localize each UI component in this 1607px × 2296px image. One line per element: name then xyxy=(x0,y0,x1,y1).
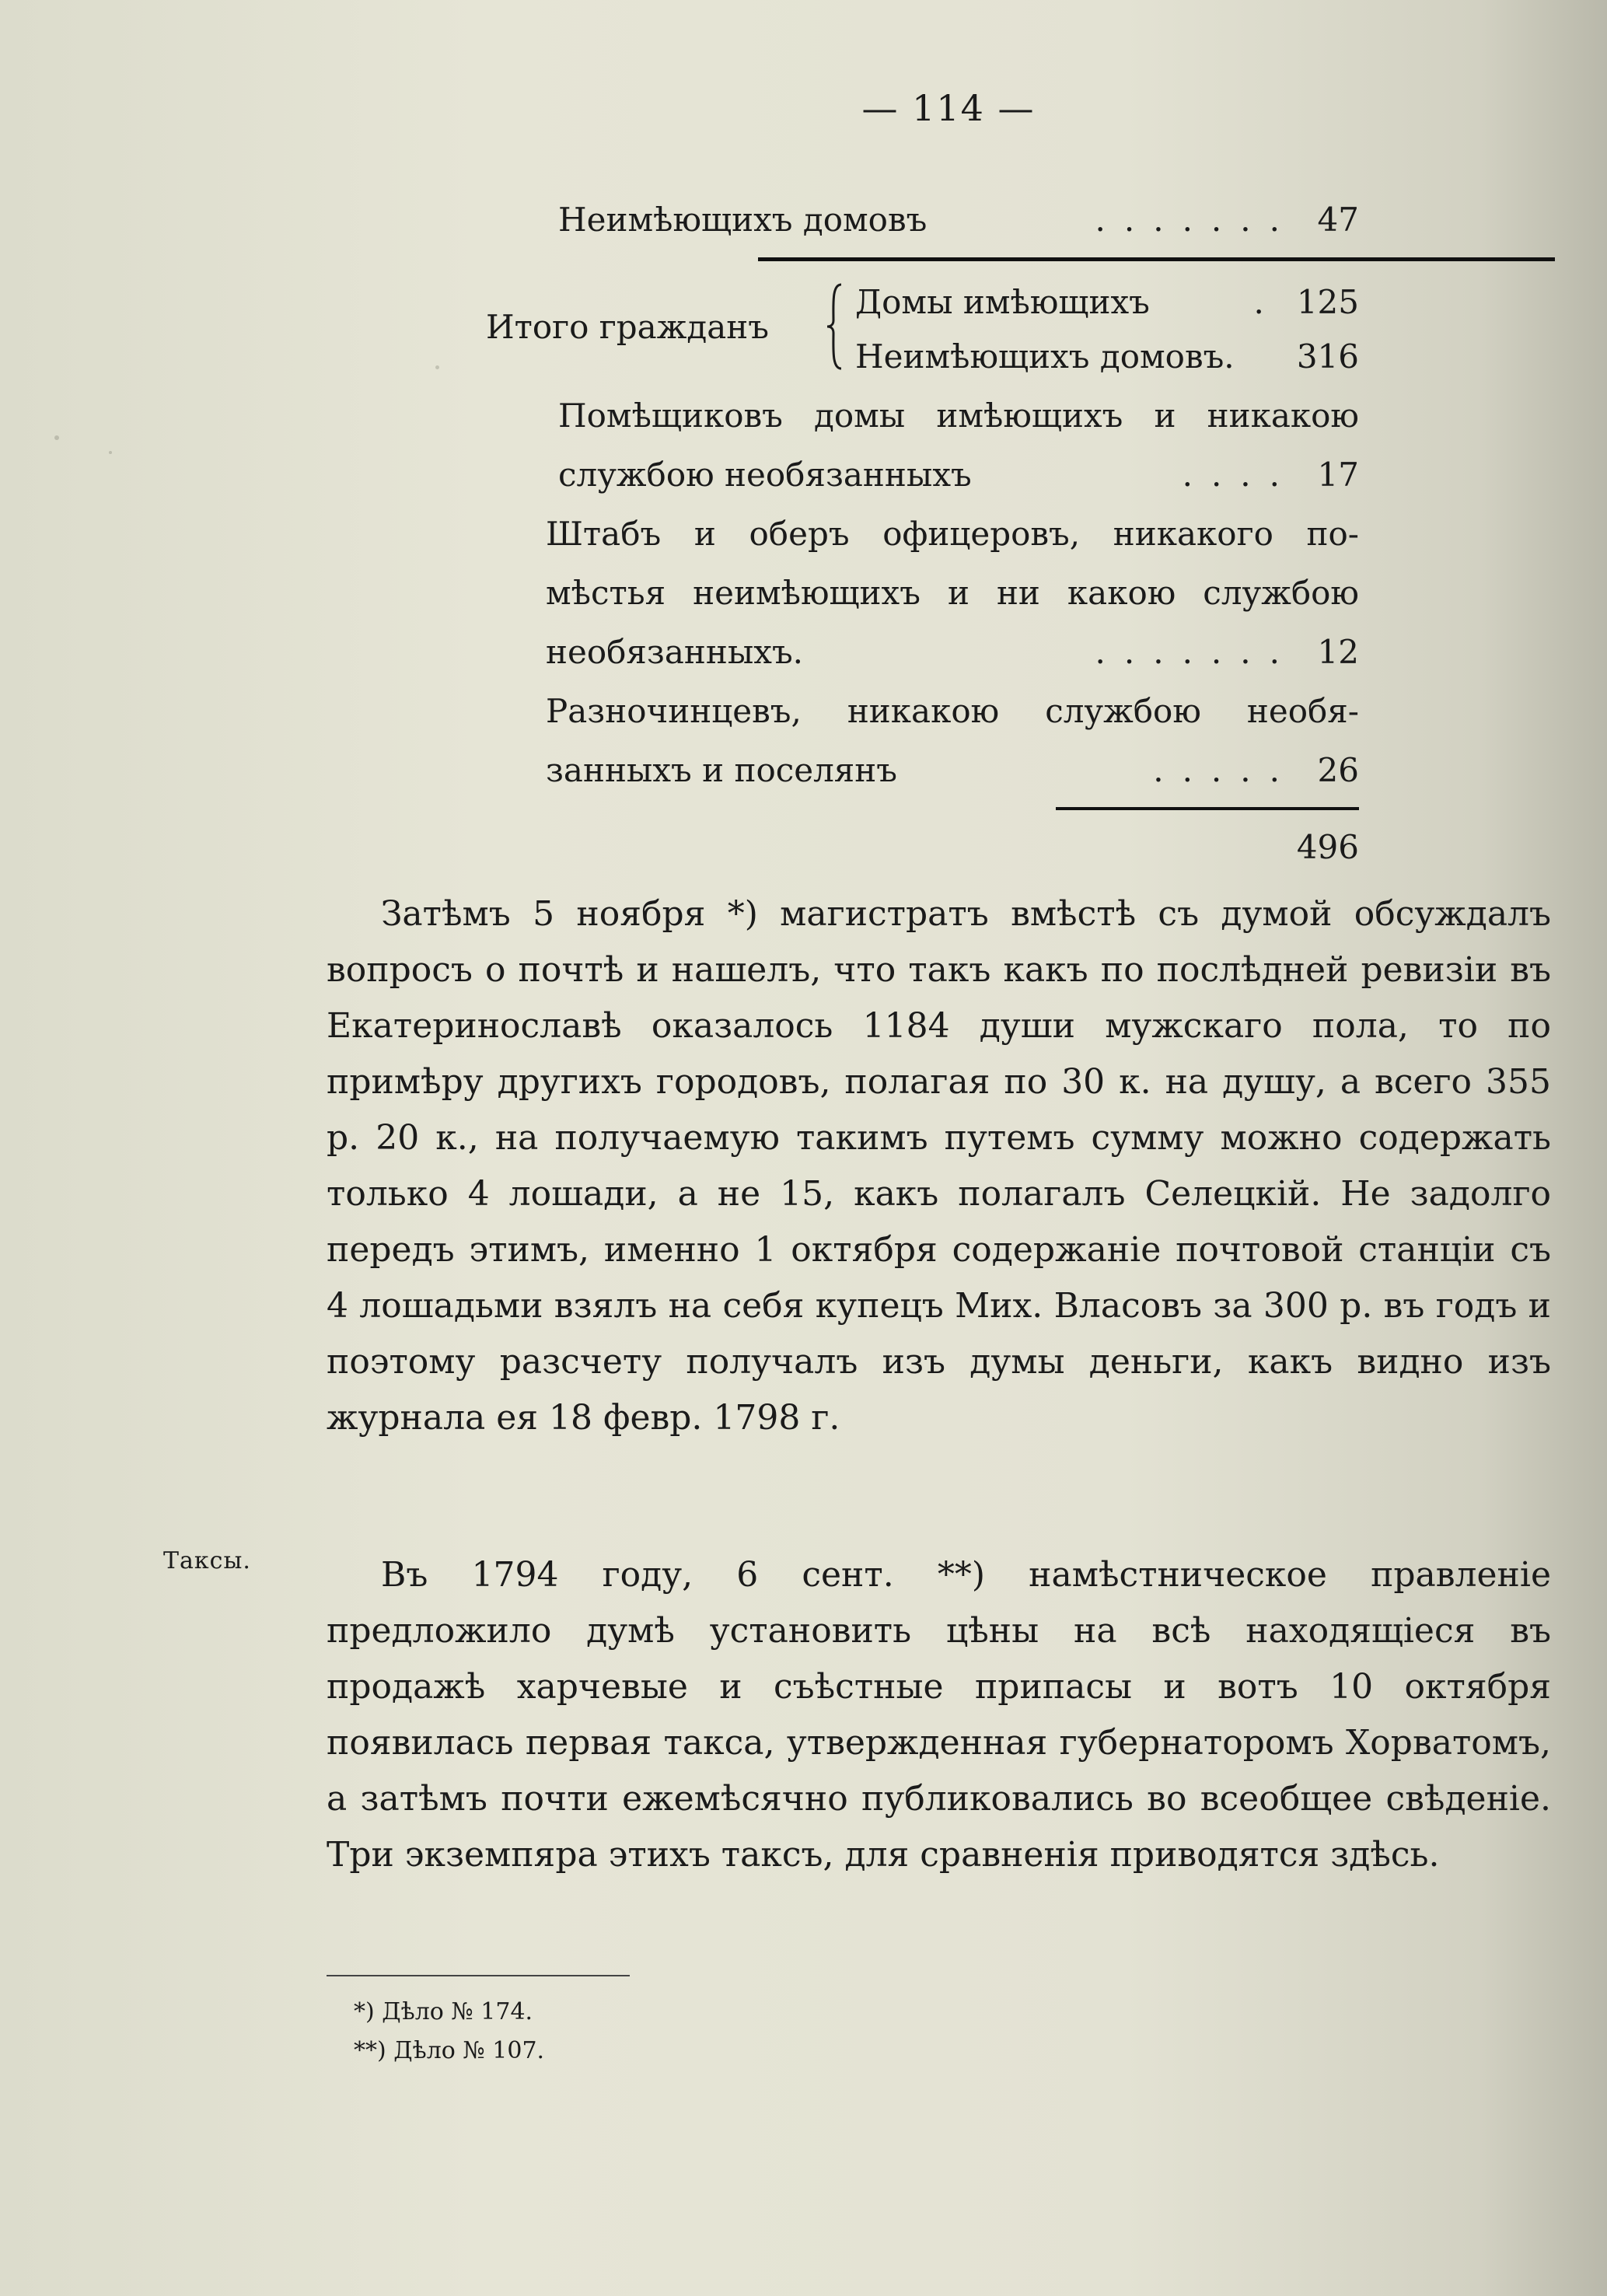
table-row-officers xyxy=(546,633,1359,671)
dot-leader: ....... xyxy=(1095,204,1298,236)
row-label: службою необязанныхъ xyxy=(558,456,972,494)
row-value: 125 xyxy=(1296,283,1359,321)
brace-symbol xyxy=(826,281,843,372)
table-row-landowners xyxy=(558,456,1359,494)
row-label: Разночинцевъ, никакою службою необя- xyxy=(546,692,1359,730)
row-value: 17 xyxy=(1317,456,1359,494)
footnote-rule xyxy=(327,1975,630,1976)
row-value: 12 xyxy=(1317,633,1359,671)
row-value: 26 xyxy=(1317,751,1359,789)
paragraph-post-station: Затѣмъ 5 ноября *) магистратъ вмѣстѣ съ думой обсуждалъ вопросъ о почтѣ и нашелъ, что такъ какъ по послѣдней ревизіи въ Екатеринославѣ оказалось 1184 души мужскаго пола, то по примѣру другихъ городовъ, полагая по 30 к. на душу, а всего 355 р. 20 к., на получаемую такимъ путемъ сумму можно содержать только 4 лошади, а не 15, какъ полагалъ Селецкій. Не задолго передъ этимъ, именно 1 октября содержаніе почтовой станціи съ 4 лошадьми взялъ на себя купецъ Мих. Власовъ за 300 р. въ годъ и поэтому разсчету получалъ изъ думы деньги, какъ видно изъ журнала ея 18 февр. 1798 г. xyxy=(327,894,1551,1438)
row-label: Штабъ и оберъ офицеровъ, никакого по- xyxy=(546,515,1359,553)
sum-rule xyxy=(1056,807,1359,810)
dot-leader: .... xyxy=(1182,459,1298,491)
dot-leader: . xyxy=(1253,286,1283,319)
grand-total: 496 xyxy=(1296,828,1359,866)
paragraph-price-tariffs: Въ 1794 году, 6 сент. **) намѣстническое правленіе предложило думѣ установить цѣны на всѣ находящіеся въ продажѣ харчевые и съѣстные припасы и вотъ 10 октября появилась первая такса, утвержденная губернаторомъ Хорватомъ, а затѣмъ почти ежемѣсячно публиковались во всеобщее свѣденіе. Три экземпяра этихъ таксъ, для сравненія приводятся здѣсь. xyxy=(327,1555,1551,1875)
row-label: мѣстья неимѣющихъ и ни какою службою xyxy=(546,574,1359,612)
footnote-1: *) Дѣло № 174. xyxy=(354,1998,533,2025)
footnote-2: **) Дѣло № 107. xyxy=(354,2037,545,2064)
paper-speck xyxy=(109,451,112,454)
row-label: Неимѣющихъ домовъ. xyxy=(855,337,1235,376)
table-row-raznochintsy xyxy=(546,751,1359,789)
landowners-line1 xyxy=(558,397,1359,435)
row-label: необязанныхъ. xyxy=(546,633,804,671)
margin-note: Таксы. xyxy=(163,1547,251,1574)
dot-leader: ....... xyxy=(1095,636,1298,669)
row-label: занныхъ и поселянъ xyxy=(546,751,898,789)
page-number: — 114 — xyxy=(861,87,1036,129)
section-rule xyxy=(758,257,1555,261)
row-label: Помѣщиковъ домы имѣющихъ и никакою xyxy=(558,397,1359,435)
row-label: Домы имѣющихъ xyxy=(855,283,1150,321)
row-value: 47 xyxy=(1317,201,1359,239)
total-citizens-label: Итого гражданъ xyxy=(486,308,769,346)
paper-speck xyxy=(435,365,439,369)
raznochintsy-line1 xyxy=(546,692,1359,730)
row-value: 316 xyxy=(1296,337,1359,376)
table-row-without-houses xyxy=(855,337,1359,376)
row-label: Неимѣющихъ домовъ xyxy=(558,201,928,239)
table-row-with-houses xyxy=(855,283,1359,321)
officers-line1 xyxy=(546,515,1359,553)
table-row-no-houses xyxy=(558,201,1359,239)
officers-line2 xyxy=(546,574,1359,612)
dot-leader: ..... xyxy=(1153,754,1298,787)
paper-speck xyxy=(54,435,59,440)
